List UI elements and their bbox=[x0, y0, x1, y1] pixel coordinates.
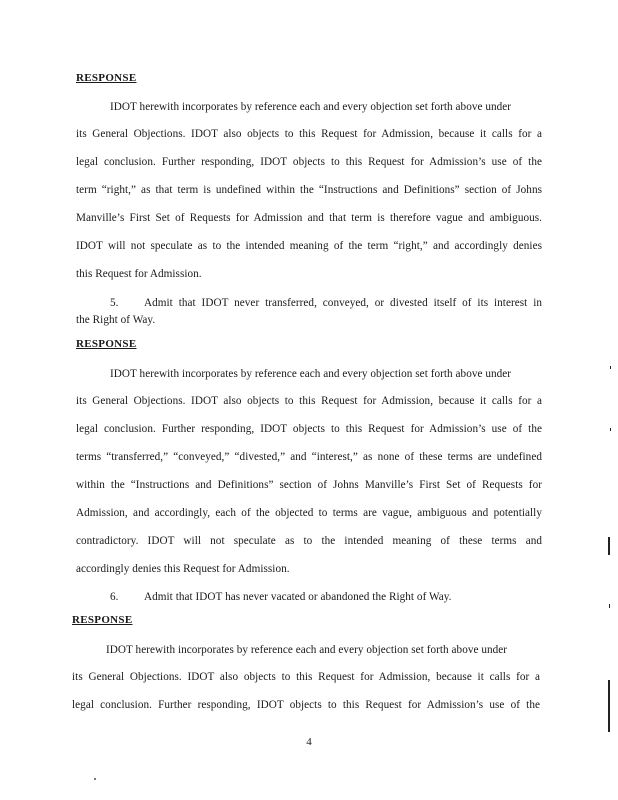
paragraph-line: IDOT will not speculate as to the intended meaning of the term “right,” and accordingly denies bbox=[76, 240, 542, 252]
scan-mark bbox=[608, 537, 610, 555]
response-heading: RESPONSE bbox=[76, 338, 137, 350]
request-line bbox=[110, 296, 542, 310]
paragraph-line: Admission, and accordingly, each of the objected to terms are vague, ambiguous and potentially bbox=[76, 507, 542, 519]
paragraph-line: IDOT herewith incorporates by reference each and every objection set forth above under bbox=[110, 368, 512, 380]
paragraph-line: its General Objections. IDOT also objects to this Request for Admission, because it calls for a bbox=[72, 671, 540, 683]
paragraph-line: IDOT herewith incorporates by reference each and every objection set forth above under bbox=[110, 101, 512, 113]
paragraph-line: IDOT herewith incorporates by reference each and every objection set forth above under bbox=[106, 644, 508, 656]
scan-mark bbox=[610, 428, 611, 431]
paragraph-line: terms “transferred,” “conveyed,” “divested,” and “interest,” as none of these terms are undefined bbox=[76, 451, 542, 463]
paragraph-line: legal conclusion. Further responding, IDOT objects to this Request for Admission’s use of the bbox=[76, 156, 542, 168]
paragraph-line: legal conclusion. Further responding, IDOT objects to this Request for Admission’s use of the bbox=[76, 423, 542, 435]
request-text: Admit that IDOT has never vacated or abandoned the Right of Way. bbox=[144, 591, 452, 603]
paragraph-line: within the “Instructions and Definitions” section of Johns Manville’s First Set of Requests for bbox=[76, 479, 542, 491]
paragraph-line: term “right,” as that term is undefined within the “Instructions and Definitions” section of Johns bbox=[76, 184, 542, 196]
page-number: 4 bbox=[306, 736, 312, 748]
request-number: 6. bbox=[110, 591, 119, 603]
paragraph-line: contradictory. IDOT will not speculate as to the intended meaning of these terms and bbox=[76, 535, 542, 547]
scan-mark bbox=[94, 778, 96, 780]
paragraph-line: accordingly denies this Request for Admission. bbox=[76, 563, 290, 575]
request-line bbox=[110, 590, 451, 604]
scan-mark bbox=[608, 680, 610, 732]
request-number: 5. bbox=[110, 297, 119, 309]
paragraph-line: legal conclusion. Further responding, IDOT objects to this Request for Admission’s use of the bbox=[72, 699, 540, 711]
response-heading: RESPONSE bbox=[76, 72, 137, 84]
paragraph-line: this Request for Admission. bbox=[76, 268, 202, 280]
request-line: the Right of Way. bbox=[76, 314, 156, 326]
paragraph-line: its General Objections. IDOT also objects to this Request for Admission, because it calls for a bbox=[76, 128, 542, 140]
request-text: Admit that IDOT never transferred, conveyed, or divested itself of its interest in bbox=[144, 297, 542, 309]
paragraph-line: its General Objections. IDOT also objects to this Request for Admission, because it calls for a bbox=[76, 395, 542, 407]
scan-mark bbox=[610, 366, 611, 369]
scan-mark bbox=[609, 604, 610, 608]
paragraph-line: Manville’s First Set of Requests for Admission and that term is therefore vague and ambiguous. bbox=[76, 212, 542, 224]
response-heading: RESPONSE bbox=[72, 614, 133, 626]
